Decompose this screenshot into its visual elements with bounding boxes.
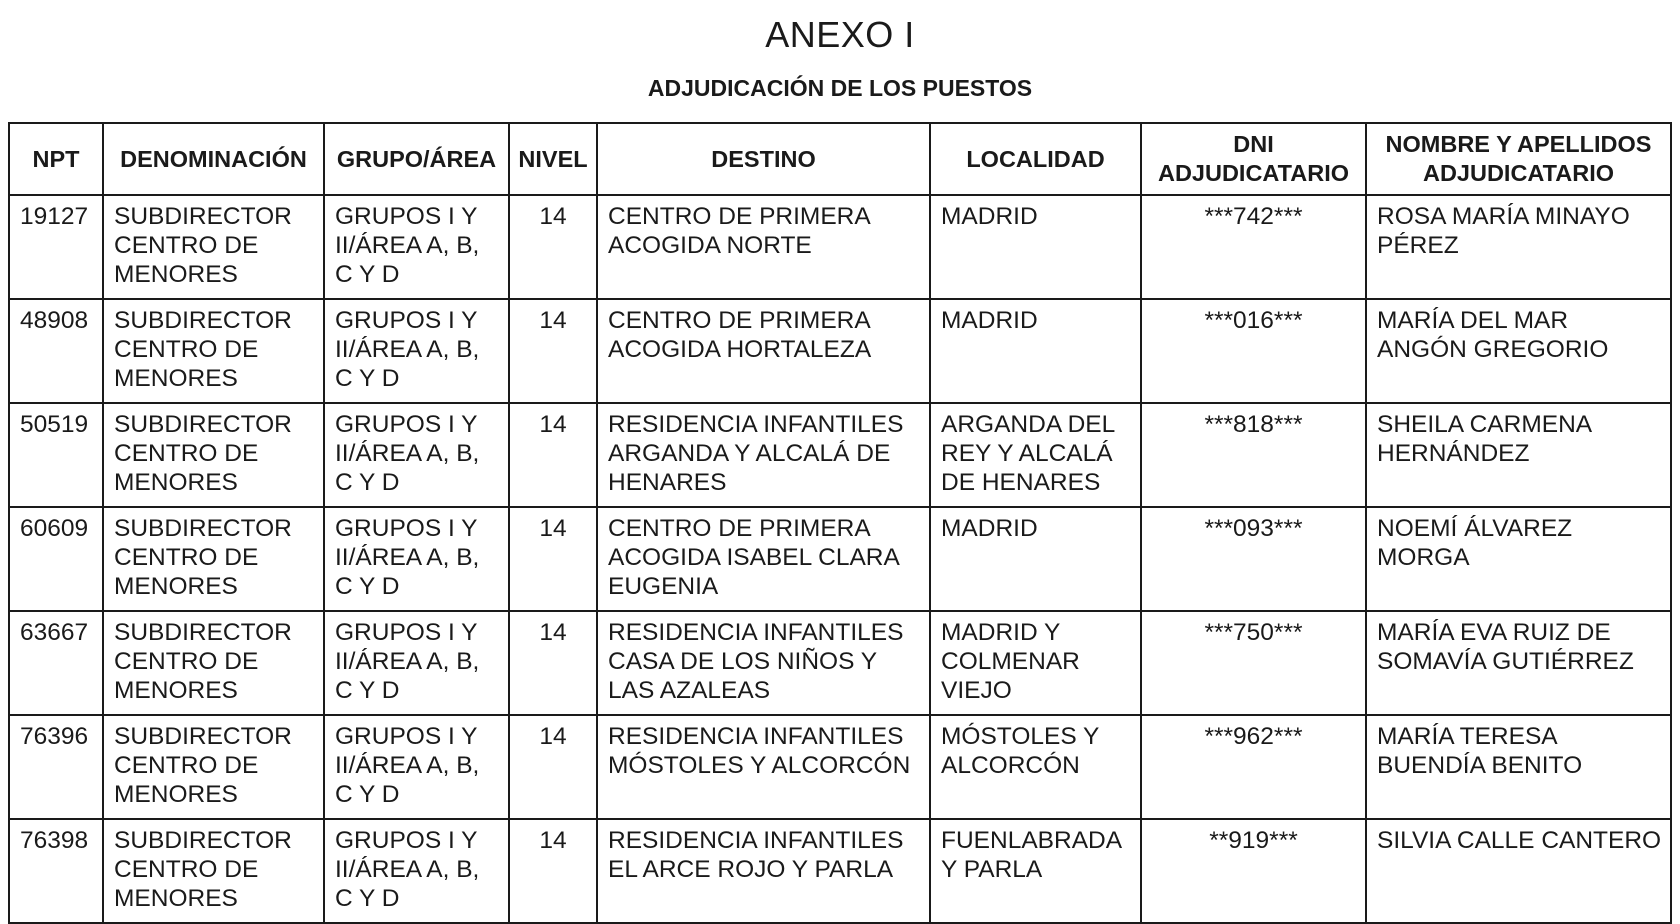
cell-nombre: ROSA MARÍA MINAYO PÉREZ xyxy=(1366,195,1671,299)
table-row xyxy=(9,299,1671,403)
cell-npt: 76398 xyxy=(9,819,103,923)
cell-grupo-area: GRUPOS I Y II/ÁREA A, B, C Y D xyxy=(324,715,509,819)
cell-destino: CENTRO DE PRIMERA ACOGIDA ISABEL CLARA EUGENIA xyxy=(597,507,930,611)
cell-denominacion: SUBDIRECTOR CENTRO DE MENORES xyxy=(103,819,324,923)
header-localidad: LOCALIDAD xyxy=(930,123,1141,195)
cell-localidad: MADRID xyxy=(930,195,1141,299)
cell-nombre: MARÍA TERESA BUENDÍA BENITO xyxy=(1366,715,1671,819)
cell-nombre: MARÍA EVA RUIZ DE SOMAVÍA GUTIÉRREZ xyxy=(1366,611,1671,715)
header-nombre-adjudicatario xyxy=(1366,123,1671,195)
cell-localidad: ARGANDA DEL REY Y ALCALÁ DE HENARES xyxy=(930,403,1141,507)
cell-nivel: 14 xyxy=(509,299,597,403)
cell-grupo-area: GRUPOS I Y II/ÁREA A, B, C Y D xyxy=(324,195,509,299)
table-header-row xyxy=(9,123,1671,195)
table-row xyxy=(9,715,1671,819)
cell-denominacion: SUBDIRECTOR CENTRO DE MENORES xyxy=(103,611,324,715)
header-dni-line2: ADJUDICATARIO xyxy=(1157,160,1350,186)
cell-denominacion: SUBDIRECTOR CENTRO DE MENORES xyxy=(103,299,324,403)
table-row xyxy=(9,195,1671,299)
cell-localidad: MADRID Y COLMENAR VIEJO xyxy=(930,611,1141,715)
adjudication-table xyxy=(8,122,1672,924)
page-subtitle: ADJUDICACIÓN DE LOS PUESTOS xyxy=(647,75,1033,101)
cell-dni: ***818*** xyxy=(1141,403,1366,507)
cell-localidad: FUENLABRADA Y PARLA xyxy=(930,819,1141,923)
cell-npt: 76396 xyxy=(9,715,103,819)
table-row xyxy=(9,819,1671,923)
cell-npt: 50519 xyxy=(9,403,103,507)
header-dni-adjudicatario xyxy=(1141,123,1366,195)
cell-nivel: 14 xyxy=(509,819,597,923)
table-row xyxy=(9,507,1671,611)
cell-nombre: NOEMÍ ÁLVAREZ MORGA xyxy=(1366,507,1671,611)
cell-nombre: SHEILA CARMENA HERNÁNDEZ xyxy=(1366,403,1671,507)
cell-destino: RESIDENCIA INFANTILES EL ARCE ROJO Y PARLA xyxy=(597,819,930,923)
cell-nombre: MARÍA DEL MAR ANGÓN GREGORIO xyxy=(1366,299,1671,403)
header-nivel: NIVEL xyxy=(509,123,597,195)
cell-destino: RESIDENCIA INFANTILES MÓSTOLES Y ALCORCÓN xyxy=(597,715,930,819)
cell-denominacion: SUBDIRECTOR CENTRO DE MENORES xyxy=(103,715,324,819)
header-npt: NPT xyxy=(9,123,103,195)
cell-denominacion: SUBDIRECTOR CENTRO DE MENORES xyxy=(103,507,324,611)
cell-localidad: MADRID xyxy=(930,507,1141,611)
header-denominacion: DENOMINACIÓN xyxy=(103,123,324,195)
cell-dni: ***750*** xyxy=(1141,611,1366,715)
cell-destino: RESIDENCIA INFANTILES ARGANDA Y ALCALÁ DE HENARES xyxy=(597,403,930,507)
cell-nivel: 14 xyxy=(509,715,597,819)
cell-npt: 63667 xyxy=(9,611,103,715)
header-nombre-line2: ADJUDICATARIO xyxy=(1422,160,1615,186)
cell-nivel: 14 xyxy=(509,611,597,715)
cell-npt: 48908 xyxy=(9,299,103,403)
cell-nivel: 14 xyxy=(509,507,597,611)
cell-nivel: 14 xyxy=(509,195,597,299)
cell-grupo-area: GRUPOS I Y II/ÁREA A, B, C Y D xyxy=(324,611,509,715)
cell-destino: CENTRO DE PRIMERA ACOGIDA NORTE xyxy=(597,195,930,299)
header-nombre-line1: NOMBRE Y APELLIDOS xyxy=(1385,131,1652,157)
cell-dni: ***962*** xyxy=(1141,715,1366,819)
cell-destino: RESIDENCIA INFANTILES CASA DE LOS NIÑOS Y LAS AZALEAS xyxy=(597,611,930,715)
cell-denominacion: SUBDIRECTOR CENTRO DE MENORES xyxy=(103,403,324,507)
cell-localidad: MADRID xyxy=(930,299,1141,403)
cell-nombre: SILVIA CALLE CANTERO xyxy=(1366,819,1671,923)
header-dni-line1: DNI xyxy=(1233,131,1274,157)
header-grupo-area: GRUPO/ÁREA xyxy=(324,123,509,195)
cell-grupo-area: GRUPOS I Y II/ÁREA A, B, C Y D xyxy=(324,507,509,611)
page-title: ANEXO I xyxy=(765,14,915,55)
cell-destino: CENTRO DE PRIMERA ACOGIDA HORTALEZA xyxy=(597,299,930,403)
cell-grupo-area: GRUPOS I Y II/ÁREA A, B, C Y D xyxy=(324,403,509,507)
cell-dni: ***742*** xyxy=(1141,195,1366,299)
cell-dni: ***093*** xyxy=(1141,507,1366,611)
cell-grupo-area: GRUPOS I Y II/ÁREA A, B, C Y D xyxy=(324,299,509,403)
cell-nivel: 14 xyxy=(509,403,597,507)
cell-denominacion: SUBDIRECTOR CENTRO DE MENORES xyxy=(103,195,324,299)
header-destino: DESTINO xyxy=(597,123,930,195)
cell-dni: **919*** xyxy=(1141,819,1366,923)
table-row xyxy=(9,403,1671,507)
table-row xyxy=(9,611,1671,715)
cell-npt: 19127 xyxy=(9,195,103,299)
cell-dni: ***016*** xyxy=(1141,299,1366,403)
cell-localidad: MÓSTOLES Y ALCORCÓN xyxy=(930,715,1141,819)
cell-grupo-area: GRUPOS I Y II/ÁREA A, B, C Y D xyxy=(324,819,509,923)
cell-npt: 60609 xyxy=(9,507,103,611)
